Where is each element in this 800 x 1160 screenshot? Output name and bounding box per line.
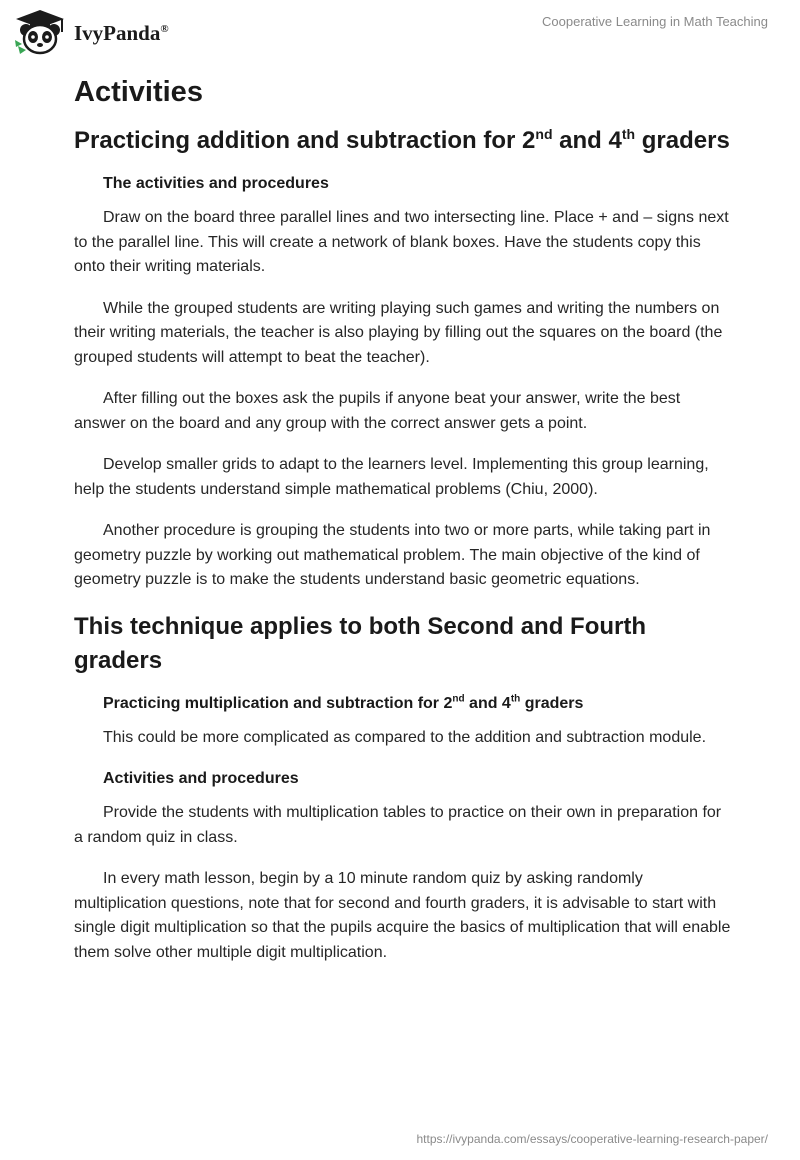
- paragraph: In every math lesson, begin by a 10 minute random quiz by asking randomly multiplication questions, note that for second and fourth graders, it is advisable to start with single digit multiplication so that the pupils acquire the basics of multiplication that will enable them solve other multiple digit multiplication.: [74, 870, 731, 961]
- paragraph: This could be more complicated as compared to the addition and subtraction module.: [103, 728, 707, 746]
- paragraph: While the grouped students are writing playing such games and writing the numbers on their writing materials, the teacher is also playing by filling out the squares on the board (the grouped students will attempt to beat the teacher).: [74, 299, 723, 366]
- page-title: Activities: [74, 76, 203, 108]
- paragraph: Draw on the board three parallel lines and two intersecting line. Place + and – signs next to the parallel line. This will create a network of blank boxes. Have the students copy this onto their writing materials.: [74, 209, 729, 275]
- registered-mark: ®: [160, 22, 169, 35]
- article-body: [74, 66, 734, 982]
- paragraph: Develop smaller grids to adapt to the learners level. Implementing this group learning, help the students understand simple mathematical problems (Chiu, 2000).: [74, 456, 709, 498]
- section-heading-technique: This technique applies to both Second and Fourth graders: [74, 612, 647, 674]
- subheading-multiplication: Practicing multiplication and subtraction for 2nd and 4th graders: [103, 693, 584, 712]
- site-logo[interactable]: [12, 8, 169, 56]
- paragraph: Another procedure is grouping the students into two or more parts, while taking part in geometry puzzle by working out mathematical problem. The main objective of the kind of geometry puzzle is to make the students understand basic geometric equations.: [74, 522, 711, 588]
- paragraph: Provide the students with multiplication tables to practice on their own in preparation for a random quiz in class.: [74, 804, 722, 846]
- panda-graduate-icon: [12, 8, 68, 56]
- subheading-activities: Activities and procedures: [103, 770, 299, 787]
- paragraph: After filling out the boxes ask the pupils if anyone beat your answer, write the best answer on the board and any group with the correct answer gets a point.: [74, 390, 681, 432]
- document-title: Cooperative Learning in Math Teaching: [542, 14, 768, 29]
- logo-wordmark: IvyPanda®: [74, 20, 169, 45]
- section-heading-addition: Practicing addition and subtraction for 2nd and 4th graders: [74, 126, 730, 154]
- subheading-activities-procedures: The activities and procedures: [103, 175, 329, 192]
- source-url-link[interactable]: https://ivypanda.com/essays/cooperative-learning-research-paper/: [416, 1132, 768, 1146]
